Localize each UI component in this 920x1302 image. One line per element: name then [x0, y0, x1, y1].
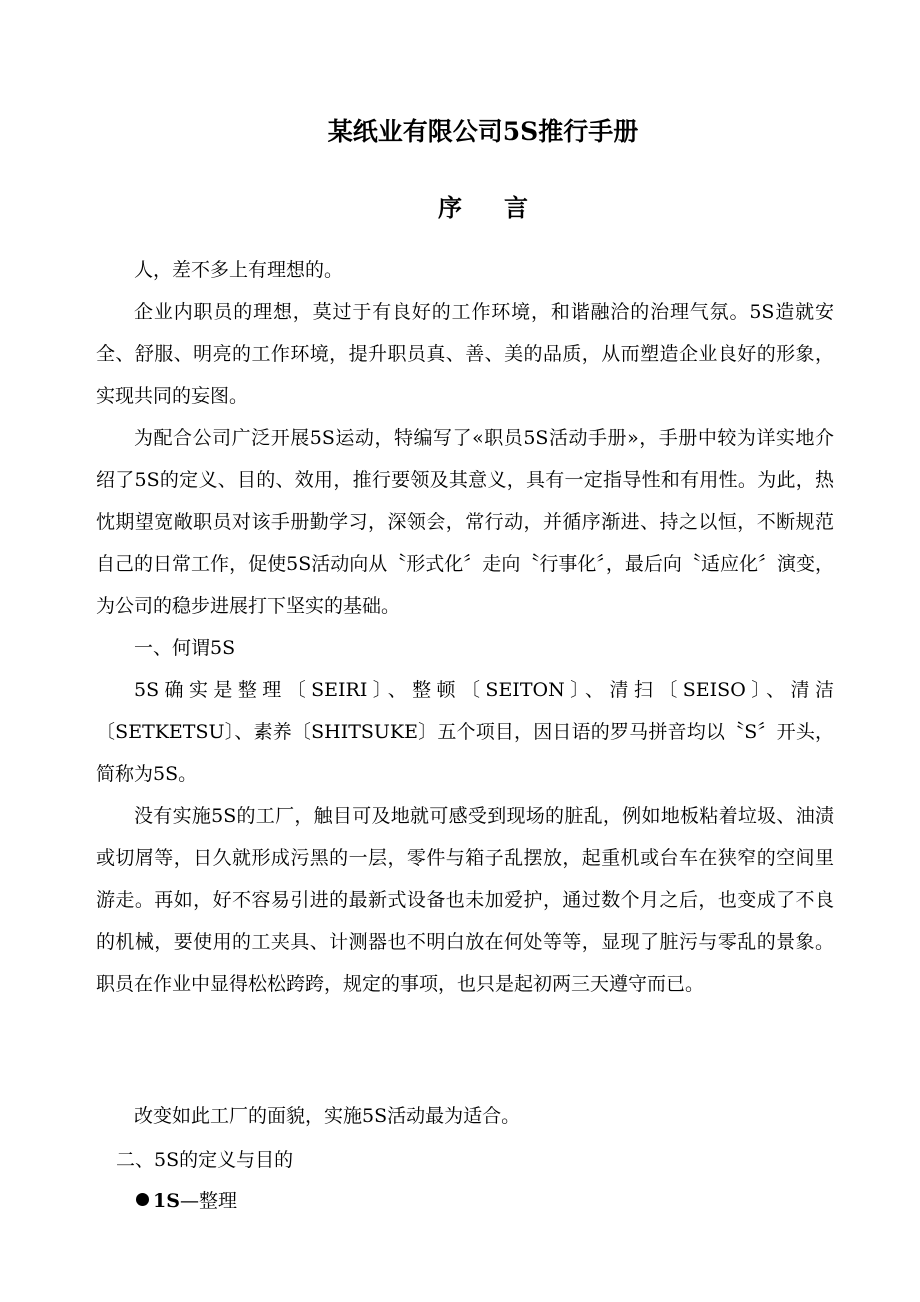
heading-section-two: 二、5S的定义与目的: [116, 1149, 294, 1171]
paragraph-intro: 人，差不多上有理想的。: [134, 259, 344, 281]
preface-title-char-2: 言: [504, 193, 528, 222]
paragraph-ideal: 企业内职员的理想，莫过于有良好的工作环境，和谐融洽的治理气氛。5S造就安全、舒服、明亮的工作环境，提升职员真、善、美的品质，从而塑造企业良好的形象，实现共同的妄图。: [96, 301, 834, 407]
bullet-item: [136, 1180, 237, 1222]
paragraph-manual: 为配合公司广泛开展5S运动，特编写了«职员5S活动手册»，手册中较为详实地介绍了5S的定义、目的、效用，推行要领及其意义，具有一定指导性和有用性。为此，热忱期望宽敞职员对该手册勤学习，深领会，常行动，并循序渐进、持之以恒，不断规范自己的日常工作，促使5S活动向从〝形式化〞走向〝行事化〞，最后向〝适应化〞演变，为公司的稳步进展打下坚实的基础。: [96, 427, 834, 617]
paragraph-change: 改变如此工厂的面貌，实施5S活动最为适合。: [134, 1105, 521, 1127]
bullet-icon: [136, 1193, 149, 1206]
paragraph-5s-definition: 5S确实是整理〔SEIRI〕、整顿〔SEITON〕、清扫〔SEISO〕、清洁〔SETKETSU〕、素养〔SHITSUKE〕五个项目，因日语的罗马拼音均以〝S〞开头，简称为5S。: [96, 679, 834, 785]
preface-title: [0, 188, 920, 223]
heading-what-is-5s: 一、何谓5S: [134, 637, 236, 659]
preface-title-char-1: 序: [438, 193, 462, 222]
bullet-text: —整理: [179, 1190, 237, 1212]
document-title: 某纸业有限公司5S推行手册: [327, 117, 639, 146]
bullet-number: 1S: [153, 1190, 180, 1212]
paragraph-no-5s: 没有实施5S的工厂，触目可及地就可感受到现场的脏乱，例如地板粘着垃圾、油渍或切屑等，日久就形成污黑的一层，零件与箱子乱摆放，起重机或台车在狭窄的空间里游走。再如，好不容易引进的最新式设备也未加爱护，通过数个月之后，也变成了不良的机械，要使用的工夹具、计测器也不明白放在何处等等，显现了脏污与零乱的景象。职员在作业中显得松松跨跨，规定的事项，也只是起初两三天遵守而已。: [96, 805, 834, 995]
